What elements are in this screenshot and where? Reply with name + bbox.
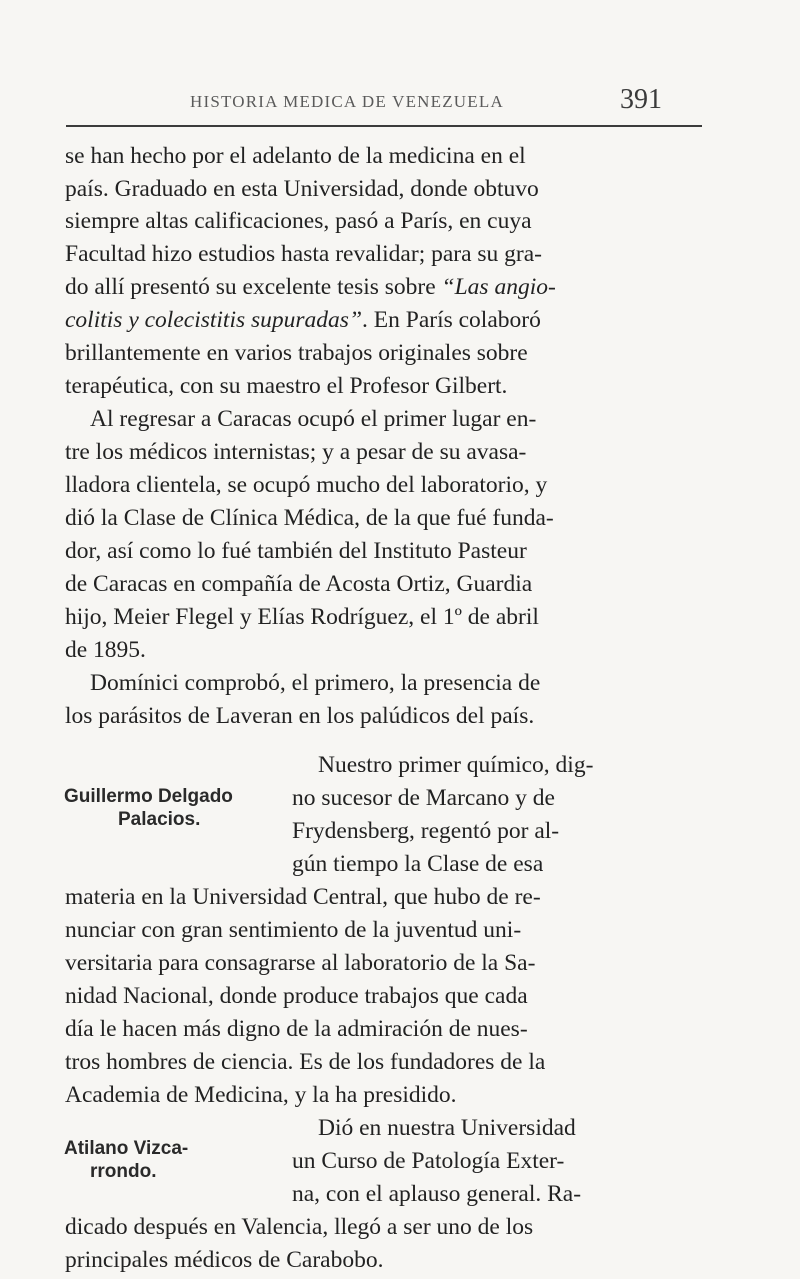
text-line: Dió en nuestra Universidad [318,1115,576,1141]
text-line: Academia de Medicina, y la ha presidido. [65,1082,457,1108]
text-line: Frydensberg, regentó por al- [292,818,560,844]
thesis-title-italic: colitis y colecistitis supuradas” [65,307,363,333]
text-line [65,309,703,333]
text-line: nidad Nacional, donde produce trabajos que cada [65,983,528,1009]
header-rule [66,125,702,127]
text-line: na, con el aplauso general. Ra- [292,1181,582,1207]
text-line: nunciar con gran sentimiento de la juventud uni- [65,917,522,943]
text-run: . En París colaboró [362,307,541,333]
running-title: HISTORIA MEDICA DE VENEZUELA [190,92,504,111]
text-line: no sucesor de Marcano y de [292,785,555,811]
text-line: siempre altas calificaciones, pasó a París, en cuya [65,208,532,234]
margin-note-name: Palacios. [118,809,201,830]
text-line: lladora clientela, se ocupó mucho del laboratorio, y [65,472,548,498]
text-line: se han hecho por el adelanto de la medicina en el [65,143,526,169]
text-line: Domínici comprobó, el primero, la presencia de [90,670,541,696]
margin-note-name: Guillermo Delgado [64,786,233,807]
text-line: tre los médicos internistas; y a pesar de su avasa- [65,439,527,465]
text-line: dió la Clase de Clínica Médica, de la que fué funda- [65,505,554,531]
text-line: gún tiempo la Clase de esa [292,851,544,877]
text-line: de Caracas en compañía de Acosta Ortiz, Guardia [65,571,533,597]
text-line: un Curso de Patología Exter- [292,1148,565,1174]
text-line: de 1895. [65,637,146,663]
text-line: principales médicos de Carabobo. [65,1247,384,1273]
margin-note-name: rrondo. [90,1161,157,1182]
text-line: Nuestro primer químico, dig- [318,752,594,778]
text-line: los parásitos de Laveran en los palúdicos del país. [65,703,535,729]
margin-note-name: Atilano Vizca- [64,1138,189,1159]
text-line: versitaria para consagrarse al laboratorio de la Sa- [65,950,536,976]
text-run: do allí presentó su excelente tesis sobre [65,274,442,300]
page-number: 391 [620,84,662,115]
text-line: Facultad hizo estudios hasta revalidar; para su gra- [65,241,543,267]
text-line [65,276,703,300]
text-line: país. Graduado en esta Universidad, donde obtuvo [65,176,539,202]
text-line: día le hacen más digno de la admiración de nues- [65,1016,528,1042]
text-line: brillantemente en varios trabajos originales sobre [65,340,528,366]
text-line: terapéutica, con su maestro el Profesor Gilbert. [65,373,508,399]
text-line: hijo, Meier Flegel y Elías Rodríguez, el 1º de abril [65,604,539,630]
thesis-title-italic: “Las angio- [441,274,556,300]
text-line: tros hombres de ciencia. Es de los fundadores de la [65,1049,546,1075]
text-line: dicado después en Valencia, llegó a ser uno de los [65,1214,534,1240]
text-line: Al regresar a Caracas ocupó el primer lugar en- [90,406,537,432]
text-line: materia en la Universidad Central, que hubo de re- [65,884,541,910]
text-line: dor, así como lo fué también del Instituto Pasteur [65,538,527,564]
